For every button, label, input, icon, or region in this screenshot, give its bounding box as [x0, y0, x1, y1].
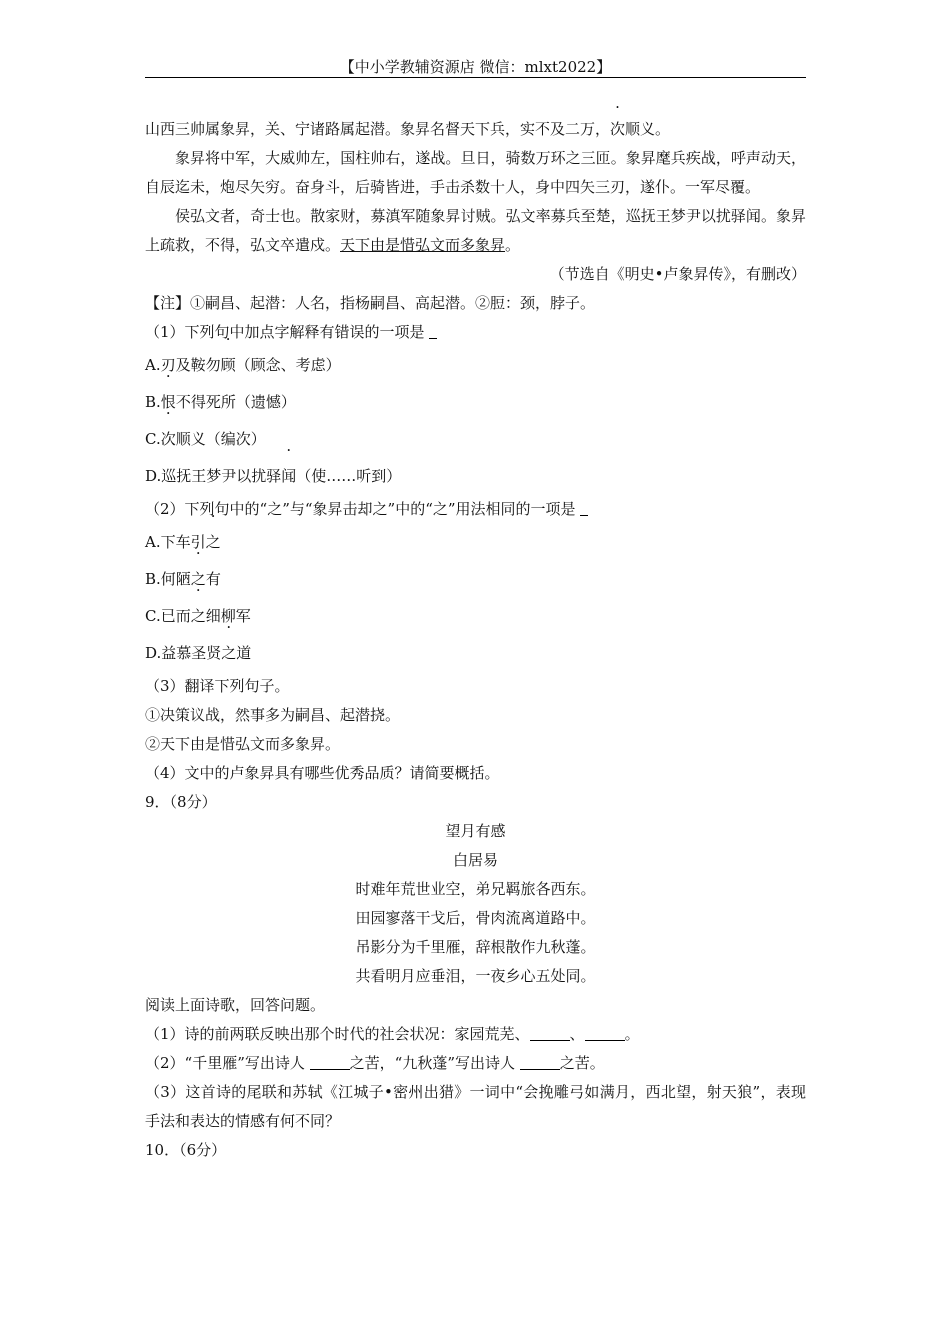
question-4-stem: （4）文中的卢象昇具有哪些优秀品质？请简要概括。 [145, 764, 500, 782]
question-9-sub-2 [145, 1049, 806, 1078]
text-segment: 。 [505, 236, 521, 254]
emphasis-dot-char: 之 [221, 644, 237, 662]
text-segment: 之苦。 [559, 1054, 605, 1072]
text-segment: （2）“千里雁”写出诗人 [145, 1054, 310, 1072]
q2-option-a [145, 524, 806, 561]
q2-option-c [145, 598, 806, 635]
text-segment: （1）诗的前两联反映出那个时代的社会状况：家园荒芜、 [145, 1025, 530, 1043]
underlined-sentence: 天下由是惜弘文而多象昇 [340, 236, 506, 254]
question-3-sentence-2: ②天下由是惜弘文而多象昇。 [145, 735, 341, 753]
text-segment: 之苦，“九秋蓬”写出诗人 [349, 1054, 520, 1072]
question-9-sub-1 [145, 1020, 806, 1049]
question-9-sub-3: （3）这首诗的尾联和苏轼《江城子•密州出猎》一词中“会挽雕弓如满月，西北望，射天狼”，表现手法和表达的情感有何不同？ [145, 1083, 806, 1130]
passage-source: （节选自《明史•卢象昇传》，有删改） [549, 265, 806, 283]
q2-option-d [145, 635, 806, 672]
text-segment: （使……听到） [296, 467, 402, 485]
document-body [145, 115, 806, 1165]
emphasis-dot-char: 闻 [281, 467, 297, 485]
text-segment: B. [145, 393, 161, 411]
question-9-number: 9．（8分） [145, 793, 217, 811]
text-segment: 、 [569, 1025, 585, 1043]
text-segment: 道 [236, 644, 252, 662]
poem-author: 白居易 [452, 851, 498, 869]
question-1-stem [145, 318, 806, 347]
text-segment: 。 [624, 1025, 640, 1043]
text-segment: 山西三帅属象昇，关、宁诸路属起潜。象昇名督天下兵，实不及二万， [145, 120, 611, 138]
passage-note: 【注】①嗣昌、起潜：人名，指杨嗣昌、高起潜。②脰：颈，脖子。 [145, 294, 596, 312]
emphasis-dot-char: 之 [205, 533, 221, 551]
text-segment: A.下车引 [145, 533, 206, 551]
text-segment: A.刃及鞍勿 [145, 356, 221, 374]
question-2-stem [145, 495, 806, 524]
answer-blank[interactable] [429, 324, 437, 339]
emphasis-dot-char: 次 [160, 430, 176, 448]
emphasis-dot-char: 之 [190, 570, 206, 588]
emphasis-dot-char: 之 [190, 607, 206, 625]
text-segment: B.何陋 [145, 570, 191, 588]
passage-line-0 [145, 115, 806, 144]
emphasis-dot-char: 次 [610, 120, 626, 138]
text-segment: （2）下列句中的“之”与“象昇击却之”中的“之”用法相同的一项是 [145, 500, 576, 518]
answer-blank[interactable] [520, 1055, 560, 1070]
q1-option-d [145, 458, 806, 495]
question-9-intro: 阅读上面诗歌，回答问题。 [145, 996, 326, 1014]
q1-option-c [145, 421, 806, 458]
poem-line: 田园寥落干戈后，骨肉流离道路中。 [355, 909, 596, 927]
answer-blank[interactable] [530, 1026, 570, 1041]
text-segment: D.益慕圣贤 [145, 644, 222, 662]
text-segment: （顾念、考虑） [235, 356, 341, 374]
passage-paragraph-2 [145, 202, 806, 260]
page-header: 【中小学教辅资源店 微信：mlxt2022】 [339, 58, 612, 76]
text-segment: 有 [205, 570, 221, 588]
poem-line: 共看明月应垂泪，一夜乡心五处同。 [355, 967, 596, 985]
header-divider [145, 77, 806, 78]
text-segment: C. [145, 430, 161, 448]
text-segment: 顺义（编次） [175, 430, 266, 448]
text-segment: 侯弘文者，奇士也。散家财，募滇军随象昇讨贼。弘文率募兵至楚，巡抚王梦尹以扰驿闻。象昇上疏救，不得，弘文卒遣戍。 [145, 207, 806, 254]
question-10-number: 10．（6分） [145, 1141, 227, 1159]
poem-line: 吊影分为千里雁，辞根散作九秋蓬。 [355, 938, 596, 956]
q2-option-b [145, 561, 806, 598]
poem-title: 望月有感 [445, 822, 506, 840]
text-segment: （1）下列句中加点字解释有错误的一项是 [145, 323, 425, 341]
text-segment: 细柳军 [205, 607, 251, 625]
answer-blank[interactable] [580, 501, 588, 516]
emphasis-dot-char: 顾 [220, 356, 236, 374]
passage-paragraph-1: 象昇将中军，大威帅左，国柱帅右，遂战。旦日，骑数万环之三匝。象昇麾兵疾战，呼声动天，自辰迄未，炮尽矢穷。奋身斗，后骑皆进，手击杀数十人，身中四矢三刃，遂仆。一军尽覆。 [145, 149, 806, 196]
text-segment: 不得死所（遗憾） [175, 393, 296, 411]
q1-option-a [145, 347, 806, 384]
answer-blank[interactable] [310, 1055, 350, 1070]
question-3-sentence-1: ①决策议战，然事多为嗣昌、起潜挠。 [145, 706, 401, 724]
question-3-stem: （3）翻译下列句子。 [145, 677, 290, 695]
text-segment: C.已而 [145, 607, 191, 625]
text-segment: D.巡抚王梦尹以扰驿 [145, 467, 282, 485]
q1-option-b [145, 384, 806, 421]
poem-line: 时难年荒世业空，弟兄羁旅各西东。 [355, 880, 596, 898]
emphasis-dot-char: 恨 [160, 393, 176, 411]
text-segment: 顺义。 [625, 120, 671, 138]
answer-blank[interactable] [585, 1026, 625, 1041]
